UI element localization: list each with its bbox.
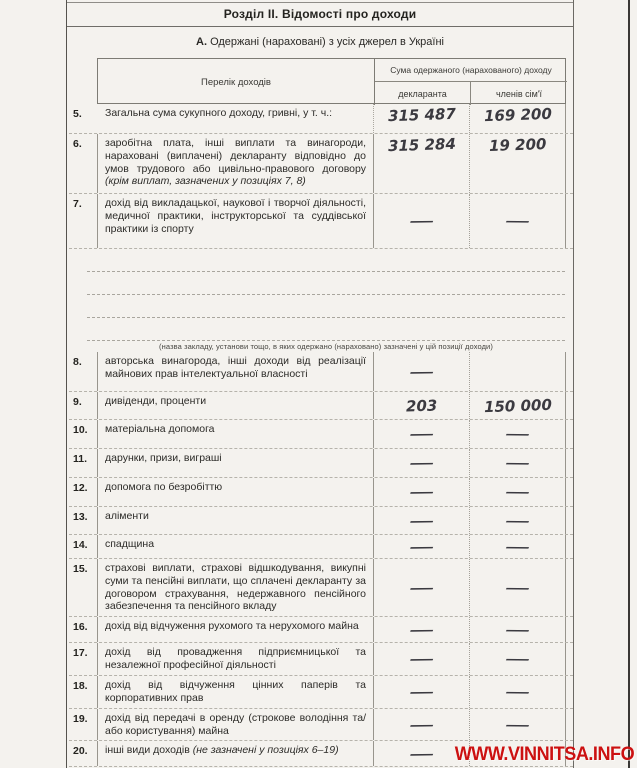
- row-number: 14.: [73, 539, 88, 551]
- row-label-text: допомога по безробіттю: [105, 481, 223, 493]
- declarant-value: [374, 194, 470, 248]
- row-label-note: (крім виплат, зазначених у позиціях 7, 8): [105, 175, 306, 188]
- row-number: 18.: [73, 680, 88, 692]
- declarant-value: [374, 559, 470, 616]
- row-label: [97, 643, 374, 675]
- family-value: [470, 134, 566, 193]
- row-number: 12.: [73, 482, 88, 494]
- family-value: [470, 104, 566, 133]
- subsection-text: Одержані (нараховані) з усіх джерел в Україні: [210, 36, 444, 48]
- row-label-text: дохід від викладацької, наукової і творчої діяльності, медичної практики, інструкторської та суддівської практики із спорту: [105, 197, 366, 235]
- declarant-handwritten-value: —: [408, 580, 435, 595]
- table-row: [69, 643, 573, 676]
- row-label-text: дивіденди, проценти: [105, 395, 207, 407]
- declarant-value: [374, 507, 470, 534]
- row-label: [97, 420, 374, 448]
- family-handwritten-value: 150 000: [483, 395, 552, 416]
- declarant-handwritten-value: 315 284: [387, 134, 456, 156]
- family-handwritten-value: —: [504, 717, 531, 732]
- family-handwritten-value: —: [504, 622, 531, 637]
- family-value: [470, 392, 566, 419]
- watermark: WWW.VINNITSA.INFO: [454, 744, 635, 765]
- row-label-text: дарунки, призи, виграші: [105, 452, 222, 464]
- row-number: 20.: [73, 745, 88, 757]
- header-income-list: Перелік доходів: [98, 59, 375, 105]
- row-number: 7.: [73, 198, 82, 210]
- declarant-handwritten-value: —: [408, 539, 435, 554]
- row-label: [97, 449, 374, 477]
- blank-line: [87, 295, 565, 318]
- row-label-text: дохід від відчуження рухомого та нерухомого майна: [105, 620, 359, 632]
- declarant-handwritten-value: —: [408, 513, 435, 528]
- table-row: [69, 134, 573, 194]
- declarant-value: [374, 449, 470, 477]
- blank-line: [87, 272, 565, 295]
- family-value: [470, 352, 566, 391]
- row-label: [97, 352, 374, 391]
- table-row: [69, 420, 573, 449]
- page-right-border: [573, 0, 574, 768]
- scan-edge-line: [628, 0, 630, 768]
- title-divider: [67, 26, 573, 27]
- declarant-handwritten-value: 315 487: [387, 104, 456, 126]
- declarant-handwritten-value: —: [408, 426, 435, 442]
- row-number: 6.: [73, 138, 82, 150]
- row-label: [97, 134, 374, 193]
- family-value: [470, 194, 566, 248]
- blank-line: [87, 249, 565, 272]
- family-value: [470, 478, 566, 506]
- header-family: членів сім'ї: [495, 88, 543, 99]
- table-row: [69, 104, 573, 134]
- family-value: [470, 676, 566, 708]
- declarant-handwritten-value: —: [408, 651, 435, 667]
- declarant-value: [374, 392, 470, 419]
- family-handwritten-value: —: [504, 580, 531, 595]
- declarant-handwritten-value: —: [408, 213, 435, 229]
- declarant-value: [374, 643, 470, 675]
- family-value: [470, 643, 566, 675]
- row-label-note: (не зазначені у позиціях 6–19): [192, 744, 339, 756]
- declarant-value: [374, 134, 470, 193]
- page-content: [67, 2, 573, 766]
- family-handwritten-value: —: [504, 651, 531, 667]
- declarant-handwritten-value: —: [408, 746, 435, 761]
- table-row: [69, 559, 573, 617]
- table-row: [69, 709, 573, 741]
- table-row: [69, 194, 573, 249]
- row-label: [97, 104, 374, 133]
- declarant-value: [374, 676, 470, 708]
- declarant-value: [374, 478, 470, 506]
- declarant-value: [374, 420, 470, 448]
- row-label: [97, 617, 374, 642]
- family-handwritten-value: —: [504, 513, 531, 528]
- row-number: 8.: [73, 356, 82, 368]
- family-handwritten-value: —: [504, 426, 531, 442]
- table-row: [69, 676, 573, 709]
- declarant-handwritten-value: —: [408, 455, 435, 471]
- institution-blank-lines: [87, 249, 565, 352]
- row-number: 10.: [73, 424, 88, 436]
- family-value: [470, 420, 566, 448]
- row-number: 13.: [73, 511, 88, 523]
- row-label-text: страхові виплати, страхові відшкодування, викупні суми та пенсійні виплати, що сплачені декларанту за договором страхування, недержавного пенсійного забезпечення та пенсійного вкладу: [105, 562, 366, 613]
- row-label-text: дохід від провадження підприємницької та незалежної професійної діяльності: [105, 646, 366, 671]
- table-row: [69, 478, 573, 507]
- table-row: [69, 449, 573, 478]
- table-row: [69, 617, 573, 643]
- section-title: Розділ II. Відомості про доходи: [223, 7, 417, 21]
- row-label: [97, 741, 374, 766]
- institution-caption: (назва закладу, установи тощо, в яких одержано (нараховано) зазначені у цій позиції доходи): [159, 342, 493, 351]
- row-number: 19.: [73, 713, 88, 725]
- row-label-text: інші види доходів: [105, 744, 193, 756]
- row-label-text: матеріальна допомога: [105, 423, 215, 435]
- row-label: [97, 392, 374, 419]
- family-value: [470, 617, 566, 642]
- family-handwritten-value: —: [504, 484, 531, 500]
- family-value: [470, 709, 566, 740]
- header-amount: Сума одержаного (нарахованого) доходу: [375, 59, 567, 82]
- family-handwritten-value: —: [504, 213, 531, 229]
- row-label-text: дохід від передачі в оренду (строкове володіння та/або користування) майна: [105, 712, 366, 737]
- table-row: [69, 507, 573, 535]
- family-value: [470, 507, 566, 534]
- row-label: [97, 676, 374, 708]
- income-rows-bottom: [69, 352, 573, 767]
- row-label-text: Загальна сума сукупного доходу, гривні, у т. ч.:: [105, 107, 333, 119]
- income-rows-top: [69, 104, 573, 249]
- income-table-header: [97, 58, 566, 104]
- row-number: 15.: [73, 563, 88, 575]
- declarant-value: [374, 352, 470, 391]
- family-handwritten-value: 169 200: [483, 104, 552, 126]
- row-label: [97, 535, 374, 558]
- row-number: 16.: [73, 621, 88, 633]
- declarant-value: [374, 617, 470, 642]
- table-row: [69, 352, 573, 392]
- row-label: [97, 194, 374, 248]
- family-handwritten-value: —: [504, 539, 531, 554]
- row-number: 11.: [73, 453, 88, 465]
- subsection-title: [67, 36, 573, 48]
- declarant-handwritten-value: —: [408, 717, 435, 732]
- row-label: [97, 559, 374, 616]
- declarant-value: [374, 104, 470, 133]
- declarant-handwritten-value: —: [408, 684, 435, 700]
- header-declarant: декларанта: [375, 82, 471, 105]
- family-handwritten-value: 19 200: [488, 135, 547, 155]
- declarant-value: [374, 709, 470, 740]
- family-value: [470, 559, 566, 616]
- row-number: 5.: [73, 108, 82, 120]
- row-label: [97, 709, 374, 740]
- blank-line: [87, 318, 565, 341]
- row-number: 17.: [73, 647, 88, 659]
- table-row: [69, 535, 573, 559]
- declarant-handwritten-value: —: [408, 622, 435, 637]
- declarant-value: [374, 535, 470, 558]
- subsection-letter: А.: [196, 36, 207, 48]
- family-value: [470, 449, 566, 477]
- declarant-handwritten-value: —: [408, 484, 435, 500]
- declarant-handwritten-value: —: [408, 364, 435, 379]
- row-label: [97, 478, 374, 506]
- row-label-text: заробітна плата, інші виплати та винагороди, нараховані (виплачені) декларанту відповідно до умов трудового або цивільно-правового договору: [105, 137, 366, 175]
- row-number: 9.: [73, 396, 82, 408]
- family-handwritten-value: —: [504, 455, 531, 471]
- row-label-text: дохід від відчуження цінних паперів та корпоративних прав: [105, 679, 366, 704]
- family-value: [470, 535, 566, 558]
- declarant-handwritten-value: 203: [405, 395, 438, 416]
- family-handwritten-value: —: [504, 684, 531, 700]
- table-row: [69, 392, 573, 420]
- row-label-text: авторська винагорода, інші доходи від реалізації майнових прав інтелектуальної власності: [105, 355, 366, 380]
- row-label: [97, 507, 374, 534]
- row-label-text: аліменти: [105, 510, 149, 522]
- row-label-text: спадщина: [105, 538, 155, 550]
